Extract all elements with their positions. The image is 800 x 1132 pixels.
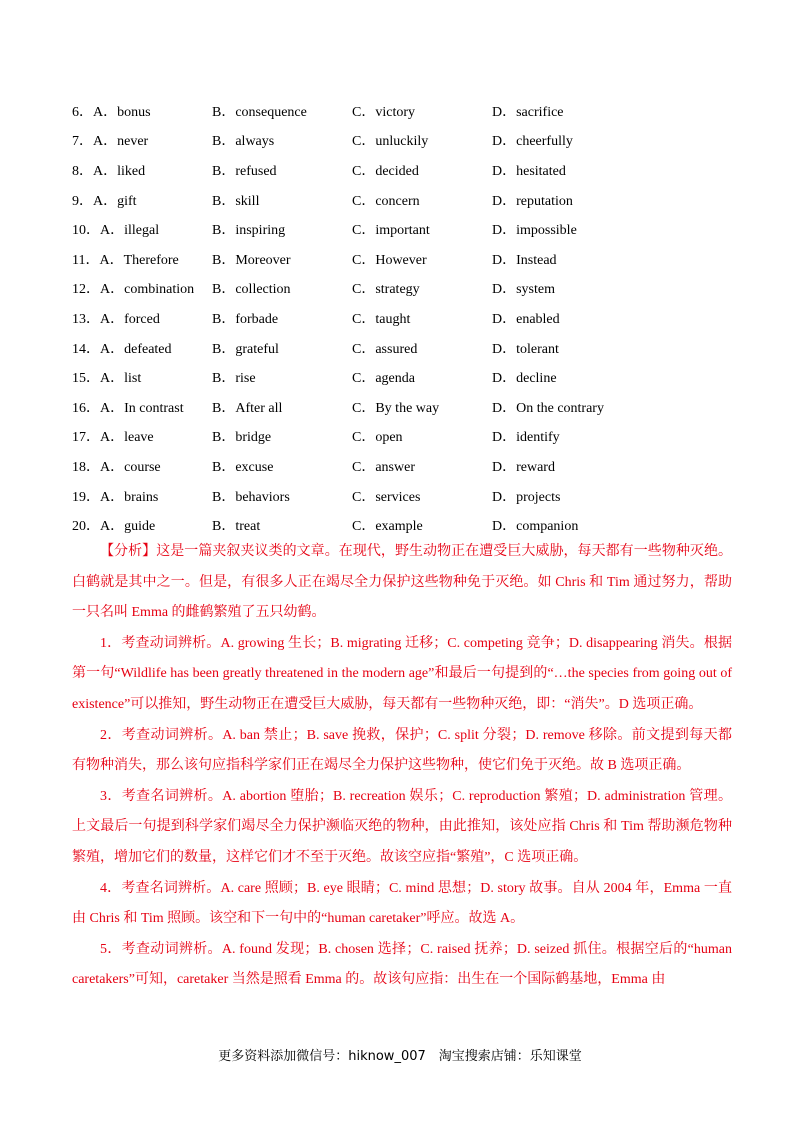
option-c: C．example	[352, 519, 423, 535]
page-footer: 更多资料添加微信号：hiknow_007 淘宝搜索店铺：乐知课堂	[218, 1049, 582, 1064]
option-d: D．impossible	[492, 223, 577, 239]
option-b: B．collection	[212, 282, 291, 298]
analysis-item-2: 2．考查动词辨析。A. ban 禁止；B. save 挽救，保护；C. split 分裂；D. remove 移除。前文提到每天都有物种消失，那么该句应指科学家们正在竭尽全力保护这些物种，使它们免于灭绝。故 B 选项正确。	[72, 727, 732, 774]
option-d: D．reward	[492, 459, 555, 475]
option-a: 16．A．In contrast	[72, 400, 184, 416]
option-c: C．important	[352, 223, 430, 239]
option-d: D．tolerant	[492, 341, 559, 357]
option-b: B．Moreover	[212, 252, 291, 268]
option-a: 15．A．list	[72, 371, 142, 387]
option-b: B．behaviors	[212, 489, 290, 505]
option-c: C．By the way	[352, 400, 440, 416]
options-list	[72, 96, 732, 540]
option-d: D．sacrifice	[492, 104, 564, 120]
option-d: D．reputation	[492, 193, 573, 209]
option-d: D．companion	[492, 519, 579, 535]
option-c: C．unluckily	[352, 134, 429, 150]
option-row-13	[72, 303, 732, 333]
option-c: C．taught	[352, 311, 411, 327]
option-row-7	[72, 126, 732, 156]
option-c: C．answer	[352, 459, 415, 475]
analysis-item-5: 5．考查动词辨析。A. found 发现；B. chosen 选择；C. raised 抚养；D. seized 抓住。根据空后的“human caretakers”可知，caretaker 当然是照看 Emma 的。故该句应指：出生在一个国际鹤基地，Emma 由	[72, 941, 732, 988]
option-c: C．However	[352, 252, 427, 268]
option-row-15	[72, 362, 732, 392]
option-row-14	[72, 333, 732, 363]
option-row-8	[72, 155, 732, 185]
analysis-intro: 【分析】这是一篇夹叙夹议类的文章。在现代，野生动物正在遭受巨大威胁，每天都有一些物种灭绝。白鹤就是其中之一。但是，有很多人正在竭尽全力保护这些物种免于灭绝。如 Chris 和 Tim 通过努力，帮助一只名叫 Emma 的雌鹤繁殖了五只幼鹤。	[72, 544, 733, 621]
option-row-6	[72, 96, 732, 126]
analysis-item-1: 1．考查动词辨析。A. growing 生长；B. migrating 迁移；C. competing 竞争；D. disappearing 消失。根据第一句“Wildlife has been greatly threatened in the modern age”和最后一句提到的“…the species from going out of existence”可以推知，野生动物正在遭受巨大威胁，每天都有一些物种灭绝，即：“消失”。D 选项正确。	[72, 635, 732, 712]
option-c: C．services	[352, 489, 421, 505]
option-row-20	[72, 510, 732, 540]
option-c: C．decided	[352, 163, 419, 179]
option-a: 20．A．guide	[72, 519, 156, 535]
option-d: D．cheerfully	[492, 134, 573, 150]
option-c: C．open	[352, 430, 403, 446]
option-b: B．inspiring	[212, 223, 286, 239]
option-b: B．rise	[212, 371, 256, 387]
option-b: B．skill	[212, 193, 260, 209]
option-d: D．Instead	[492, 252, 557, 268]
option-a: 8．A．liked	[72, 163, 146, 179]
option-row-11	[72, 244, 732, 274]
option-row-12	[72, 274, 732, 304]
option-b: B．treat	[212, 519, 261, 535]
option-a: 9．A．gift	[72, 193, 137, 209]
option-c: C．victory	[352, 104, 415, 120]
option-row-10	[72, 214, 732, 244]
option-row-19	[72, 481, 732, 511]
option-b: B．always	[212, 134, 275, 150]
option-d: D．On the contrary	[492, 400, 604, 416]
option-row-18	[72, 451, 732, 481]
option-d: D．hesitated	[492, 163, 566, 179]
analysis-tag: 【分析】	[100, 544, 157, 559]
analysis-item-4: 4．考查名词辨析。A. care 照顾；B. eye 眼睛；C. mind 思想；D. story 故事。自从 2004 年，Emma 一直由 Chris 和 Tim 照顾。该空和下一句中的“human caretaker”呼应。故选 A。	[72, 880, 732, 927]
option-a: 18．A．course	[72, 459, 161, 475]
option-b: B．refused	[212, 163, 277, 179]
option-c: C．assured	[352, 341, 418, 357]
analysis-section	[72, 537, 732, 996]
option-c: C．concern	[352, 193, 420, 209]
option-b: B．excuse	[212, 459, 274, 475]
option-d: D．system	[492, 282, 555, 298]
option-d: D．enabled	[492, 311, 560, 327]
option-a: 14．A．defeated	[72, 341, 172, 357]
option-a: 17．A．leave	[72, 430, 154, 446]
option-b: B．bridge	[212, 430, 272, 446]
option-b: B．consequence	[212, 104, 307, 120]
option-a: 19．A．brains	[72, 489, 159, 505]
option-d: D．identify	[492, 430, 560, 446]
option-d: D．decline	[492, 371, 557, 387]
analysis-item-3: 3．考查名词辨析。A. abortion 堕胎；B. recreation 娱乐；C. reproduction 繁殖；D. administration 管理。上文最后一句提到科学家们竭尽全力保护濒临灭绝的物种，由此推知，该处应指 Chris 和 Tim 帮助濒危物种繁殖，增加它们的数量，这样它们才不至于灭绝。故该空应指“繁殖”，C 选项正确。	[72, 788, 732, 865]
option-b: B．grateful	[212, 341, 279, 357]
option-b: B．After all	[212, 400, 283, 416]
option-d: D．projects	[492, 489, 561, 505]
option-c: C．strategy	[352, 282, 420, 298]
option-b: B．forbade	[212, 311, 279, 327]
option-c: C．agenda	[352, 371, 415, 387]
option-a: 13．A．forced	[72, 311, 160, 327]
option-a: 12．A．combination	[72, 282, 195, 298]
option-a: 6．A．bonus	[72, 104, 151, 120]
option-row-17	[72, 422, 732, 452]
option-row-16	[72, 392, 732, 422]
option-row-9	[72, 185, 732, 215]
option-a: 10．A．illegal	[72, 223, 160, 239]
option-a: 7．A．never	[72, 134, 149, 150]
option-a: 11．A．Therefore	[72, 252, 179, 268]
